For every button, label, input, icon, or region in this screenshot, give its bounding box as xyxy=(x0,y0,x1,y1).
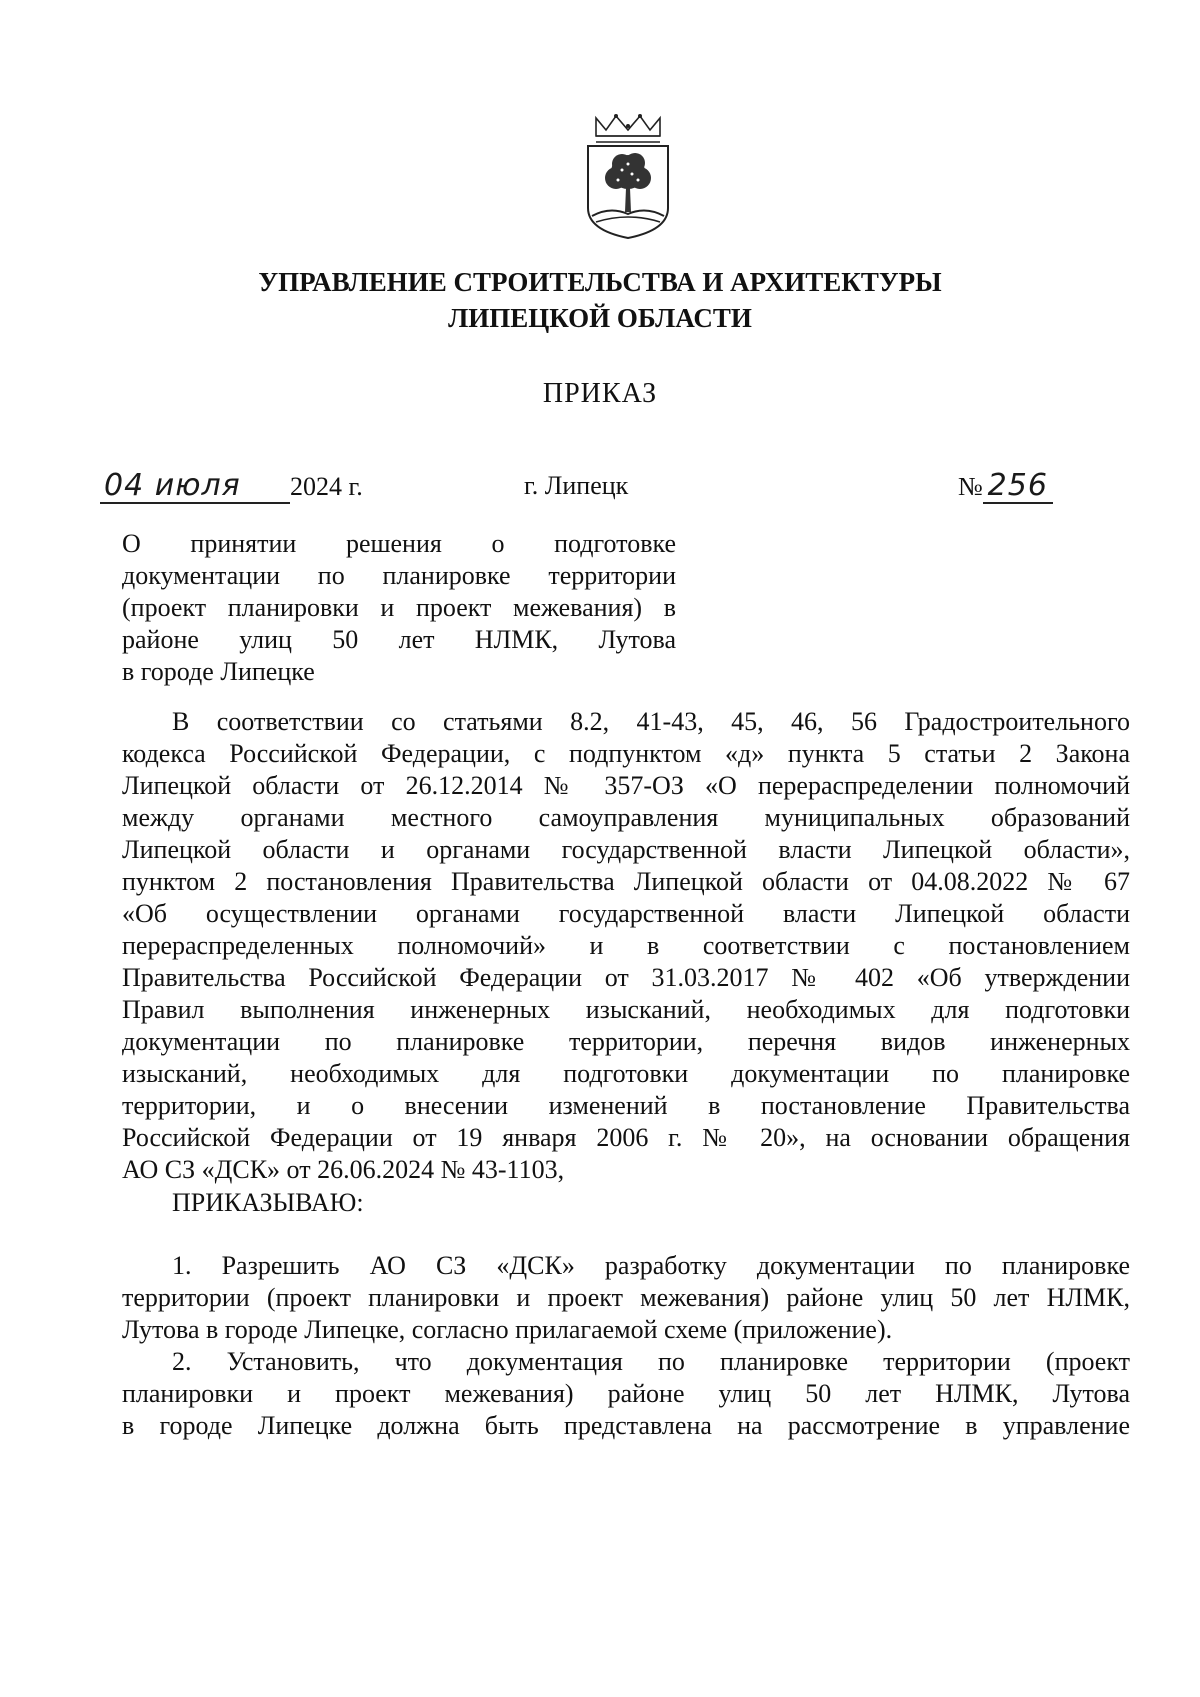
document-number xyxy=(958,470,1068,504)
order-subject xyxy=(122,528,676,688)
preamble-line: территории, и о внесении изменений в постановление Правительства xyxy=(122,1091,1130,1120)
document-date xyxy=(100,470,400,504)
order-item-1 xyxy=(122,1250,1130,1346)
subject-line: (проект планировки и проект межевания) в xyxy=(122,593,676,622)
order-item-2 xyxy=(122,1346,1130,1442)
coat-of-arms-emblem xyxy=(582,112,674,242)
subject-line: в городе Липецке xyxy=(122,657,315,686)
preamble-line: кодекса Российской Федерации, с подпунктом «д» пункта 5 статьи 2 Закона xyxy=(122,739,1130,768)
subject-line: документации по планировке территории xyxy=(122,561,676,590)
document-type-title: ПРИКАЗ xyxy=(542,378,658,409)
organization-name-line2: ЛИПЕЦКОЙ ОБЛАСТИ xyxy=(448,303,752,333)
preamble-line: Липецкой области и органами государственной власти Липецкой области», xyxy=(122,835,1130,864)
item-line: 2. Установить, что документация по планировке территории (проект xyxy=(172,1347,1130,1376)
item-line: территории (проект планировки и проект межевания) районе улиц 50 лет НЛМК, xyxy=(122,1283,1130,1312)
preamble-line: изысканий, необходимых для подготовки документации по планировке xyxy=(122,1059,1130,1088)
subject-line: районе улиц 50 лет НЛМК, Лутова xyxy=(122,625,676,654)
preamble-line: Правительства Российской Федерации от 31.03.2017 № 402 «Об утверждении xyxy=(122,963,1130,992)
preamble-line: пунктом 2 постановления Правительства Липецкой области от 04.08.2022 № 67 xyxy=(122,867,1130,896)
order-heading: ПРИКАЗЫВАЮ: xyxy=(172,1188,364,1217)
item-line: 1. Разрешить АО СЗ «ДСК» разработку документации по планировке xyxy=(172,1251,1130,1280)
subject-line: О принятии решения о подготовке xyxy=(122,529,676,558)
preamble-line: Липецкой области от 26.12.2014 № 357-ОЗ «О перераспределении полномочий xyxy=(122,771,1130,800)
preamble-paragraph xyxy=(122,706,1130,1186)
preamble-line: Российской Федерации от 19 января 2006 г. № 20», на основании обращения xyxy=(122,1123,1130,1152)
item-line: в городе Липецке должна быть представлена на рассмотрение в управление xyxy=(122,1411,1130,1440)
item-line: планировки и проект межевания) районе улиц 50 лет НЛМК, Лутова xyxy=(122,1379,1130,1408)
organization-name-line1: УПРАВЛЕНИЕ СТРОИТЕЛЬСТВА И АРХИТЕКТУРЫ xyxy=(258,267,942,297)
preamble-line: «Об осуществлении органами государственной власти Липецкой области xyxy=(122,899,1130,928)
preamble-line: Правил выполнения инженерных изысканий, необходимых для подготовки xyxy=(122,995,1130,1024)
document-year: 2024 г. xyxy=(290,472,363,501)
preamble-line: перераспределенных полномочий» и в соответствии с постановлением xyxy=(122,931,1130,960)
preamble-line: между органами местного самоуправления муниципальных образований xyxy=(122,803,1130,832)
handwritten-date: 04 июля xyxy=(100,470,290,504)
preamble-line: документации по планировке территории, перечня видов инженерных xyxy=(122,1027,1130,1056)
item-line: Лутова в городе Липецке, согласно прилагаемой схеме (приложение). xyxy=(122,1315,893,1344)
document-city: г. Липецк xyxy=(524,471,629,500)
preamble-line: АО СЗ «ДСК» от 26.06.2024 № 43-1103, xyxy=(122,1155,565,1184)
preamble-line: В соответствии со статьями 8.2, 41-43, 45, 46, 56 Градостроительного xyxy=(172,707,1130,736)
handwritten-number: 256 xyxy=(983,470,1053,504)
number-label: № xyxy=(958,472,983,501)
